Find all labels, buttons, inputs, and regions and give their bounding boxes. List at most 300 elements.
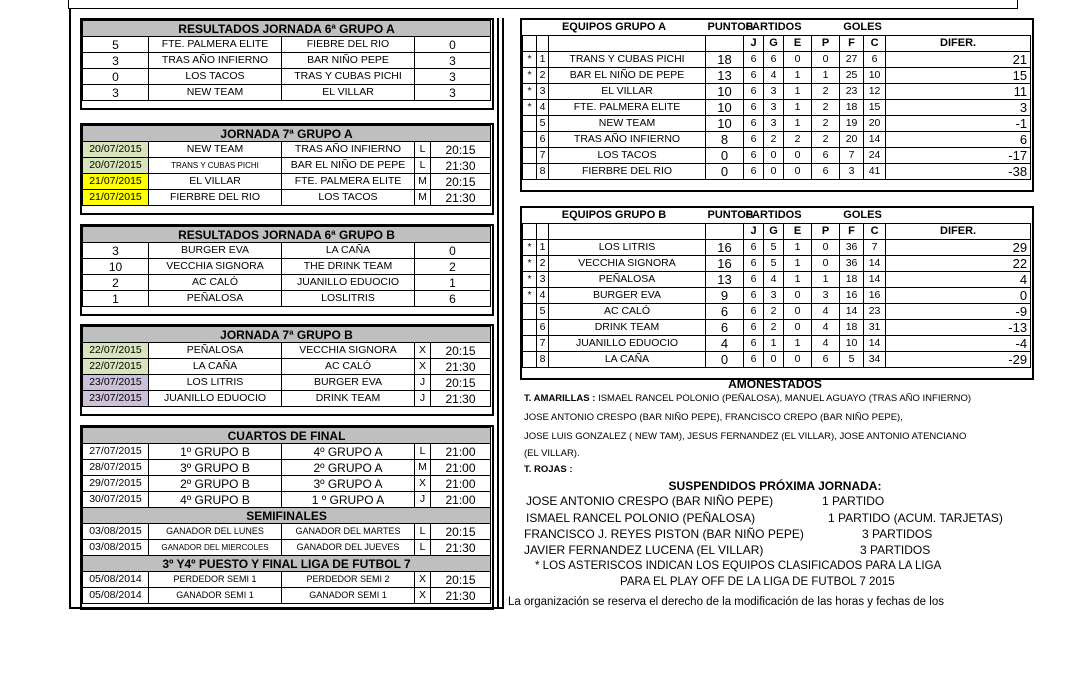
column-divider — [502, 18, 504, 609]
position: 6 — [537, 132, 549, 148]
points: 0 — [706, 164, 744, 180]
won: 1 — [764, 336, 784, 352]
played: 6 — [744, 240, 764, 256]
goals-for: 5 — [840, 352, 864, 368]
goals-against: 7 — [864, 240, 886, 256]
drawn: 1 — [784, 240, 812, 256]
played: 6 — [744, 256, 764, 272]
score: 6 — [415, 291, 491, 307]
col-g: G — [764, 224, 784, 240]
won: 3 — [764, 116, 784, 132]
team: AC CALÓ — [549, 304, 706, 320]
score: 1 — [415, 275, 491, 291]
standing-row — [523, 320, 1031, 336]
lost: 2 — [812, 116, 840, 132]
lost: 1 — [812, 272, 840, 288]
team: EL VILLAR — [282, 85, 415, 101]
qualified-mark: * — [523, 240, 537, 256]
goal-diff: 22 — [886, 256, 1031, 272]
standing-row — [523, 288, 1031, 304]
col-c: C — [864, 224, 886, 240]
goals-for: 10 — [840, 336, 864, 352]
team: DRINK TEAM — [282, 391, 415, 407]
weekday: X — [415, 588, 431, 604]
goals-against: 12 — [864, 84, 886, 100]
standing-row — [523, 84, 1031, 100]
team: BAR NIÑO PEPE — [282, 53, 415, 69]
jor-b-title: JORNADA 7ª GRUPO B — [83, 327, 491, 343]
position: 7 — [537, 148, 549, 164]
drawn: 0 — [784, 304, 812, 320]
standing-row — [523, 116, 1031, 132]
won: 6 — [764, 52, 784, 68]
match-date: 20/07/2015 — [83, 158, 149, 174]
match-date: 23/07/2015 — [83, 375, 149, 391]
team: LOS LITRIS — [549, 240, 706, 256]
team: LA CAÑA — [549, 352, 706, 368]
goals-against: 34 — [864, 352, 886, 368]
lost: 4 — [812, 320, 840, 336]
points: 6 — [706, 304, 744, 320]
points: 0 — [706, 148, 744, 164]
standing-row — [523, 240, 1031, 256]
team: 4º GRUPO A — [282, 444, 415, 460]
cuartos-title: CUARTOS DE FINAL — [83, 428, 491, 444]
match-time: 21:30 — [431, 158, 491, 174]
lost: 3 — [812, 288, 840, 304]
position: 3 — [537, 272, 549, 288]
score: 0 — [415, 37, 491, 53]
standing-row — [523, 272, 1031, 288]
team: 2º GRUPO B — [149, 476, 282, 492]
score: 2 — [83, 275, 149, 291]
weekday: J — [415, 375, 431, 391]
goals-for: 7 — [840, 148, 864, 164]
goals-against: 20 — [864, 116, 886, 132]
match-date: 05/08/2014 — [83, 572, 149, 588]
standing-row — [523, 256, 1031, 272]
won: 3 — [764, 288, 784, 304]
goals-for: 36 — [840, 256, 864, 272]
team: EL VILLAR — [549, 84, 706, 100]
team: PEÑALOSA — [549, 272, 706, 288]
team: LA CAÑA — [282, 243, 415, 259]
weekday: X — [415, 572, 431, 588]
drawn: 0 — [784, 320, 812, 336]
weekday: L — [415, 444, 431, 460]
amarillas-line: JOSE LUIS GONZALEZ ( NEW TAM), JESUS FERNANDEZ (EL VILLAR), JOSE ANTONIO ATENCIANO — [524, 431, 967, 442]
weekday: X — [415, 343, 431, 359]
amarillas-text: ISMAEL RANCEL POLONIO (PEÑALOSA), MANUEL AGUAYO (TRAS AÑO INFIERNO) — [598, 393, 972, 404]
qualified-mark: * — [523, 272, 537, 288]
goals-for: 25 — [840, 68, 864, 84]
team: PERDEDOR SEMI 1 — [149, 572, 282, 588]
team: 1 º GRUPO A — [282, 492, 415, 508]
drawn: 1 — [784, 336, 812, 352]
played: 6 — [744, 148, 764, 164]
col-f: F — [840, 224, 864, 240]
team: TRANS Y CUBAS PICHI — [549, 52, 706, 68]
goal-diff: -17 — [886, 148, 1031, 164]
played: 6 — [744, 52, 764, 68]
standing-row — [523, 68, 1031, 84]
weekday: M — [415, 174, 431, 190]
drawn: 1 — [784, 100, 812, 116]
score: 3 — [415, 85, 491, 101]
qualified-mark: * — [523, 84, 537, 100]
drawn: 1 — [784, 84, 812, 100]
team: NEW TEAM — [149, 142, 282, 158]
match-date: 27/07/2015 — [83, 444, 149, 460]
qualified-mark — [523, 304, 537, 320]
col-p: P — [812, 36, 840, 52]
footer-note: La organización se reserva el derecho de la modificación de las horas y fechas de los — [508, 596, 944, 608]
drawn: 0 — [784, 52, 812, 68]
amarillas-line — [524, 393, 971, 404]
drawn: 1 — [784, 272, 812, 288]
goal-diff: 4 — [886, 272, 1031, 288]
goals-for: 20 — [840, 132, 864, 148]
match-time: 21:30 — [431, 391, 491, 407]
jor-a-title: JORNADA 7ª GRUPO A — [83, 126, 491, 142]
goals-against: 10 — [864, 68, 886, 84]
score: 5 — [83, 37, 149, 53]
match-date: 21/07/2015 — [83, 190, 149, 206]
match-date: 23/07/2015 — [83, 391, 149, 407]
score: 2 — [415, 259, 491, 275]
semis-title: SEMIFINALES — [83, 508, 491, 524]
asterisk-note: * LOS ASTERISCOS INDICAN LOS EQUIPOS CLASIFICADOS PARA LA LIGA — [535, 560, 942, 572]
match-time: 21:00 — [431, 460, 491, 476]
team: FTE. PALMERA ELITE — [549, 100, 706, 116]
played: 6 — [744, 132, 764, 148]
goals-for: 18 — [840, 272, 864, 288]
col-difer: DIFER. — [886, 36, 1031, 52]
group-a-title: EQUIPOS GRUPO A — [561, 21, 667, 33]
jor-b-table — [82, 326, 491, 407]
goals-for: 27 — [840, 52, 864, 68]
suspended-player: JOSE ANTONIO CRESPO (BAR NIÑO PEPE) — [526, 494, 774, 508]
lost: 4 — [812, 336, 840, 352]
team: VECCHIA SIGNORA — [549, 256, 706, 272]
match-time: 21:30 — [431, 588, 491, 604]
team: 4º GRUPO B — [149, 492, 282, 508]
team: TRAS AÑO INFIERNO — [149, 53, 282, 69]
standing-row — [523, 132, 1031, 148]
match-date: 22/07/2015 — [83, 343, 149, 359]
points: 16 — [706, 240, 744, 256]
asterisk-note-2: PARA EL PLAY OFF DE LA LIGA DE FUTBOL 7 2015 — [620, 576, 895, 588]
team: LA CAÑA — [149, 359, 282, 375]
drawn: 1 — [784, 68, 812, 84]
match-date: 03/08/2015 — [83, 540, 149, 556]
goals-against: 14 — [864, 132, 886, 148]
goal-diff: -29 — [886, 352, 1031, 368]
position: 3 — [537, 84, 549, 100]
standing-row — [523, 336, 1031, 352]
team: FIERBRE DEL RIO — [149, 190, 282, 206]
team: LOS LITRIS — [149, 375, 282, 391]
suspended-player: JAVIER FERNANDEZ LUCENA (EL VILLAR) — [524, 543, 764, 557]
goal-diff: 29 — [886, 240, 1031, 256]
match-time: 20:15 — [431, 572, 491, 588]
drawn: 2 — [784, 132, 812, 148]
col-c: C — [864, 36, 886, 52]
team: THE DRINK TEAM — [282, 259, 415, 275]
match-time: 20:15 — [431, 524, 491, 540]
col-difer: DIFER. — [886, 224, 1031, 240]
team: GANADOR SEMI 1 — [149, 588, 282, 604]
team: LOSLITRIS — [282, 291, 415, 307]
played: 6 — [744, 304, 764, 320]
col-g: G — [764, 36, 784, 52]
drawn: 0 — [784, 164, 812, 180]
res-a-title: RESULTADOS JORNADA 6ª GRUPO A — [83, 21, 491, 37]
won: 2 — [764, 320, 784, 336]
qualified-mark — [523, 164, 537, 180]
rojas-label: T. ROJAS : — [524, 464, 573, 475]
position: 5 — [537, 304, 549, 320]
match-time: 20:15 — [431, 142, 491, 158]
team: LOS TACOS — [149, 69, 282, 85]
team: GANADOR DEL LUNES — [149, 524, 282, 540]
team: TRANS Y CUBAS PICHI — [149, 158, 282, 174]
score: 1 — [83, 291, 149, 307]
suspension-length: 1 PARTIDO — [822, 494, 885, 508]
drawn: 0 — [784, 352, 812, 368]
team: LOS TACOS — [282, 190, 415, 206]
team: 1º GRUPO B — [149, 444, 282, 460]
position: 5 — [537, 116, 549, 132]
team: EL VILLAR — [149, 174, 282, 190]
drawn: 1 — [784, 116, 812, 132]
points: 10 — [706, 116, 744, 132]
qualified-mark: * — [523, 256, 537, 272]
match-time: 21:00 — [431, 444, 491, 460]
match-date: 03/08/2015 — [83, 524, 149, 540]
position: 1 — [537, 52, 549, 68]
goal-diff: -4 — [886, 336, 1031, 352]
team: 3º GRUPO B — [149, 460, 282, 476]
goal-diff: -13 — [886, 320, 1031, 336]
team: BAR EL NIÑO DE PEPE — [282, 158, 415, 174]
col-j: J — [744, 36, 764, 52]
team: GANADOR SEMI 1 — [282, 588, 415, 604]
puntos-label: PUNTOS — [707, 21, 754, 33]
amarillas-line: (EL VILLAR). — [524, 448, 580, 459]
match-date: 28/07/2015 — [83, 460, 149, 476]
goal-diff: 11 — [886, 84, 1031, 100]
goals-for: 14 — [840, 304, 864, 320]
team: TRAS AÑO INFIERNO — [282, 142, 415, 158]
amarillas-line: JOSE ANTONIO CRESPO (BAR NIÑO PEPE), FRANCISCO CREPO (BAR NIÑO PEPE), — [524, 412, 903, 423]
amarillas-label: T. AMARILLAS : — [524, 393, 596, 404]
col-j: J — [744, 224, 764, 240]
standing-row — [523, 148, 1031, 164]
lost: 1 — [812, 68, 840, 84]
position: 4 — [537, 100, 549, 116]
position: 1 — [537, 240, 549, 256]
played: 6 — [744, 84, 764, 100]
match-time: 20:15 — [431, 174, 491, 190]
goals-against: 23 — [864, 304, 886, 320]
match-time: 20:15 — [431, 343, 491, 359]
weekday: X — [415, 359, 431, 375]
goal-diff: -38 — [886, 164, 1031, 180]
points: 4 — [706, 336, 744, 352]
team: FTE. PALMERA ELITE — [282, 174, 415, 190]
res-b-title: RESULTADOS JORNADA 6ª GRUPO B — [83, 227, 491, 243]
col-f: F — [840, 36, 864, 52]
standing-row — [523, 164, 1031, 180]
position: 2 — [537, 68, 549, 84]
standing-row — [523, 304, 1031, 320]
partidos-label: PARTIDOS — [745, 209, 802, 221]
team: BURGER EVA — [549, 288, 706, 304]
qualified-mark: * — [523, 100, 537, 116]
team: PEÑALOSA — [149, 343, 282, 359]
won: 0 — [764, 352, 784, 368]
team: PERDEDOR SEMI 2 — [282, 572, 415, 588]
partidos-label: PARTIDOS — [745, 21, 802, 33]
match-time: 20:15 — [431, 375, 491, 391]
qualified-mark: * — [523, 68, 537, 84]
team: GANADOR DEL MARTES — [282, 524, 415, 540]
weekday: L — [415, 158, 431, 174]
goals-against: 24 — [864, 148, 886, 164]
match-time: 21:00 — [431, 492, 491, 508]
points: 13 — [706, 68, 744, 84]
played: 6 — [744, 336, 764, 352]
suspension-length: 3 PARTIDOS — [860, 543, 931, 557]
goals-against: 14 — [864, 336, 886, 352]
played: 6 — [744, 164, 764, 180]
score: 3 — [415, 69, 491, 85]
bottom-rule — [69, 607, 502, 609]
final-title: 3º Y4º PUESTO Y FINAL LIGA DE FUTBOL 7 — [83, 556, 491, 572]
team: LOS TACOS — [549, 148, 706, 164]
suspension-length: 3 PARTIDOS — [862, 527, 933, 541]
score: 3 — [415, 53, 491, 69]
team: DRINK TEAM — [549, 320, 706, 336]
weekday: X — [415, 476, 431, 492]
top-title-box — [68, 0, 1018, 9]
team: BAR EL NIÑO DE PEPE — [549, 68, 706, 84]
lost: 2 — [812, 132, 840, 148]
amonestados-title: AMONESTADOS — [728, 377, 822, 391]
won: 3 — [764, 100, 784, 116]
goal-diff: -9 — [886, 304, 1031, 320]
team: BURGER EVA — [149, 243, 282, 259]
match-time: 21:30 — [431, 540, 491, 556]
won: 5 — [764, 240, 784, 256]
playoff-table — [82, 427, 491, 604]
weekday: M — [415, 460, 431, 476]
team: NEW TEAM — [149, 85, 282, 101]
suspended-player: ISMAEL RANCEL POLONIO (PEÑALOSA) — [526, 511, 756, 525]
goal-diff: 6 — [886, 132, 1031, 148]
group-b-table — [522, 208, 1031, 368]
qualified-mark — [523, 132, 537, 148]
lost: 2 — [812, 100, 840, 116]
match-date: 21/07/2015 — [83, 174, 149, 190]
goals-against: 15 — [864, 100, 886, 116]
goals-for: 3 — [840, 164, 864, 180]
match-time: 21:30 — [431, 190, 491, 206]
played: 6 — [744, 288, 764, 304]
col-e: E — [784, 36, 812, 52]
team: VECCHIA SIGNORA — [149, 259, 282, 275]
team: 3º GRUPO A — [282, 476, 415, 492]
won: 0 — [764, 164, 784, 180]
score: 3 — [83, 85, 149, 101]
weekday: L — [415, 540, 431, 556]
group-b-title: EQUIPOS GRUPO B — [561, 209, 667, 221]
team: GANADOR DEL MIERCOLES — [149, 540, 282, 556]
goals-for: 19 — [840, 116, 864, 132]
lost: 2 — [812, 84, 840, 100]
suspendidos-title: SUSPENDIDOS PRÓXIMA JORNADA: — [668, 479, 882, 493]
team: AC CALÓ — [282, 359, 415, 375]
position: 6 — [537, 320, 549, 336]
goals-against: 41 — [864, 164, 886, 180]
goles-label: GOLES — [843, 209, 882, 221]
goals-against: 14 — [864, 272, 886, 288]
goals-against: 16 — [864, 288, 886, 304]
goals-against: 14 — [864, 256, 886, 272]
points: 6 — [706, 320, 744, 336]
points: 9 — [706, 288, 744, 304]
score: 0 — [83, 69, 149, 85]
team: NEW TEAM — [549, 116, 706, 132]
goal-diff: 0 — [886, 288, 1031, 304]
won: 3 — [764, 84, 784, 100]
lost: 0 — [812, 256, 840, 272]
qualified-mark: * — [523, 288, 537, 304]
goals-for: 18 — [840, 100, 864, 116]
goals-for: 36 — [840, 240, 864, 256]
score: 3 — [83, 53, 149, 69]
lost: 0 — [812, 240, 840, 256]
qualified-mark — [523, 320, 537, 336]
jor-a-table — [82, 125, 491, 206]
lost: 6 — [812, 352, 840, 368]
goals-for: 16 — [840, 288, 864, 304]
goals-against: 6 — [864, 52, 886, 68]
team: AC CALÓ — [149, 275, 282, 291]
col-p: P — [812, 224, 840, 240]
col-e: E — [784, 224, 812, 240]
standing-row — [523, 100, 1031, 116]
qualified-mark: * — [523, 52, 537, 68]
won: 4 — [764, 272, 784, 288]
team: JUANILLO EDUOCIO — [282, 275, 415, 291]
team: 2º GRUPO A — [282, 460, 415, 476]
position: 8 — [537, 352, 549, 368]
position: 8 — [537, 164, 549, 180]
position: 7 — [537, 336, 549, 352]
team: FTE. PALMERA ELITE — [149, 37, 282, 53]
match-date: 20/07/2015 — [83, 142, 149, 158]
goal-diff: 15 — [886, 68, 1031, 84]
team: FIERBRE DEL RIO — [549, 164, 706, 180]
played: 6 — [744, 352, 764, 368]
goals-for: 18 — [840, 320, 864, 336]
played: 6 — [744, 116, 764, 132]
suspended-player: FRANCISCO J. REYES PISTON (BAR NIÑO PEPE) — [524, 527, 804, 541]
lost: 0 — [812, 52, 840, 68]
res-b-table — [82, 226, 491, 307]
